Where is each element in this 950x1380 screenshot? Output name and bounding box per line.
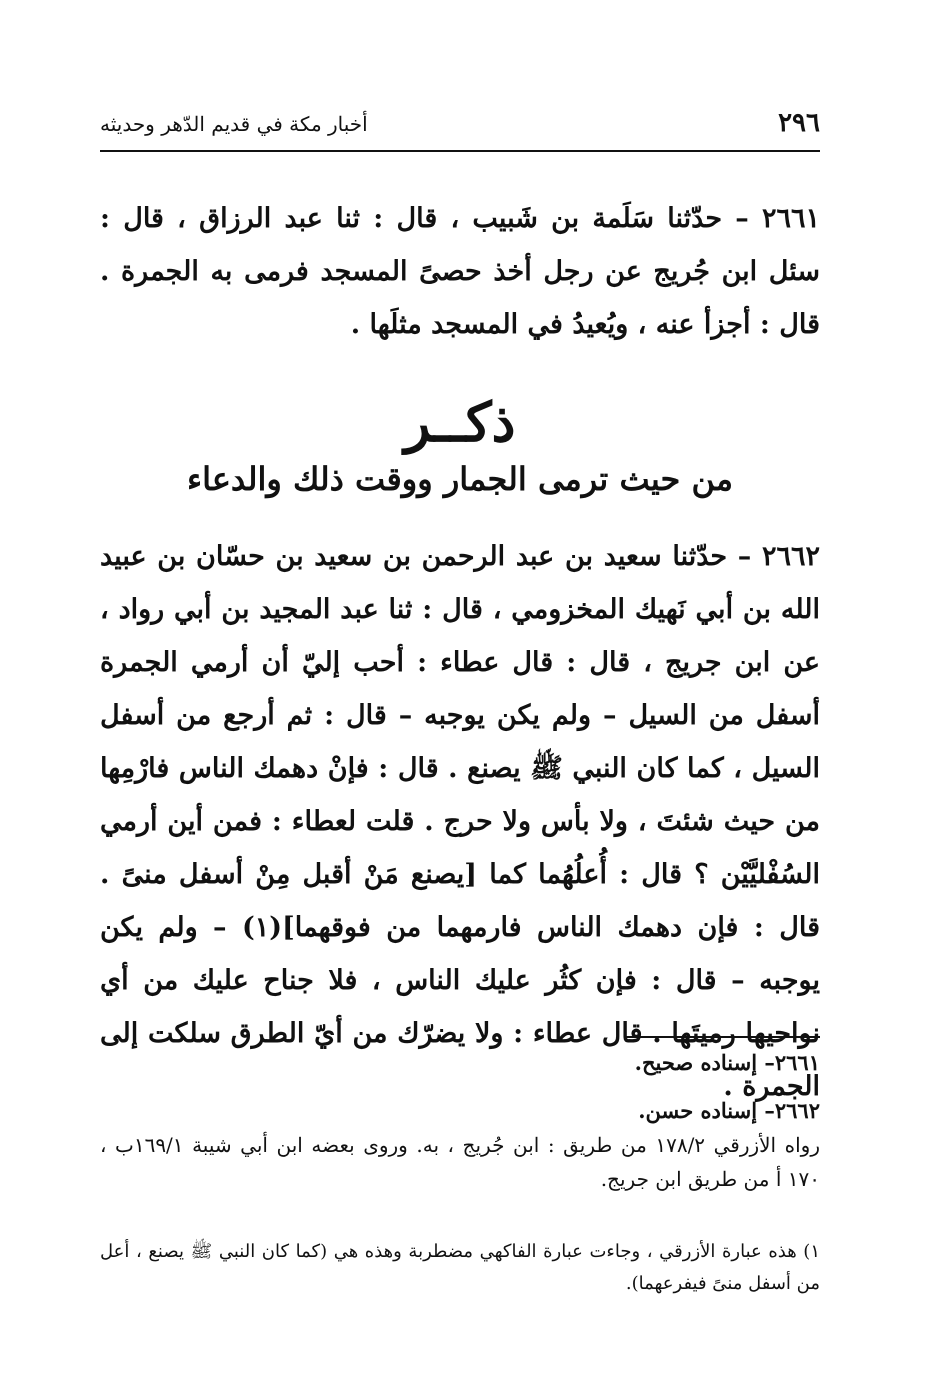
page-number: ٢٩٦: [778, 108, 820, 138]
entry-number: ٢٦٦١: [761, 203, 820, 234]
footnote-2662-heading: ٢٦٦٢– إسناده حسن.: [638, 1098, 820, 1123]
section-title: ذكــر: [404, 390, 516, 454]
paragraph-2662: [100, 530, 820, 1113]
entry-number: ٢٦٦٢: [761, 541, 820, 572]
page-header: [100, 108, 820, 148]
running-title: أخبار مكة في قديم الدّهر وحديثه: [100, 112, 368, 136]
footnote-note-1: ١) هذه عبارة الأزرقي ، وجاءت عبارة الفاكهي مضطربة وهذه هي (كما كان النبي ﷺ يصنع ، أعل من أسفل منىً فيفرعهما).: [100, 1241, 820, 1294]
footnote-2662-body: رواه الأزرقي ١٧٨/٢ من طريق : ابن جُريج ، به. وروى بعضه ابن أبي شيبة ١٦٩/١ب ، ١٧٠ أ من طريق ابن جريج.: [100, 1133, 820, 1191]
footnote-rule: [625, 1036, 820, 1038]
entry-text: – حدّثنا سَلَمة بن شَبيب ، قال : ثنا عبد الرزاق ، قال : سئل ابن جُريج عن رجل أخذ حصىً المسجد فرمى به الجمرة . قال : أجزأ عنه ، ويُعيدُ في المسجد مثلَها .: [100, 203, 820, 340]
header-rule: [100, 150, 820, 152]
paragraph-2661: [100, 192, 820, 351]
entry-text: – حدّثنا سعيد بن عبد الرحمن بن سعيد بن حسّان بن عبيد الله بن أبي نَهيك المخزومي ، قال : ثنا عبد المجيد بن أبي رواد ، عن ابن جريج ، قال : قال عطاء : أحب إليّ أن أرمي الجمرة أسفل من السيل – ولم يكن يوجبه – قال : ثم أرجع من أسفل السيل ، كما كان النبي ﷺ يصنع . قال : فإنْ دهمك الناس فارْمِها من حيث شئتَ ، ولا بأس ولا حرج . قلت لعطاء : فمن أين أرمي السُفْليَّيْن ؟ قال : أُعلُهُما كما [يصنع مَنْ أقبل مِنْ أسفل منىً . قال : فإن دهمك الناس فارمهما من فوقهما](١) – ولم يكن يوجبه – قال : فإن كثُر عليك الناس ، فلا جناح عليك من أي نواحيها رميتَها . قال عطاء : ولا يضرّك من أيّ الطرق سلكت إلى الجمرة .: [100, 541, 820, 1102]
footnote-2661: ٢٦٦١– إسناده صحيح.: [634, 1050, 820, 1075]
section-subtitle: من حيث ترمى الجمار ووقت ذلك والدعاء: [187, 460, 733, 498]
